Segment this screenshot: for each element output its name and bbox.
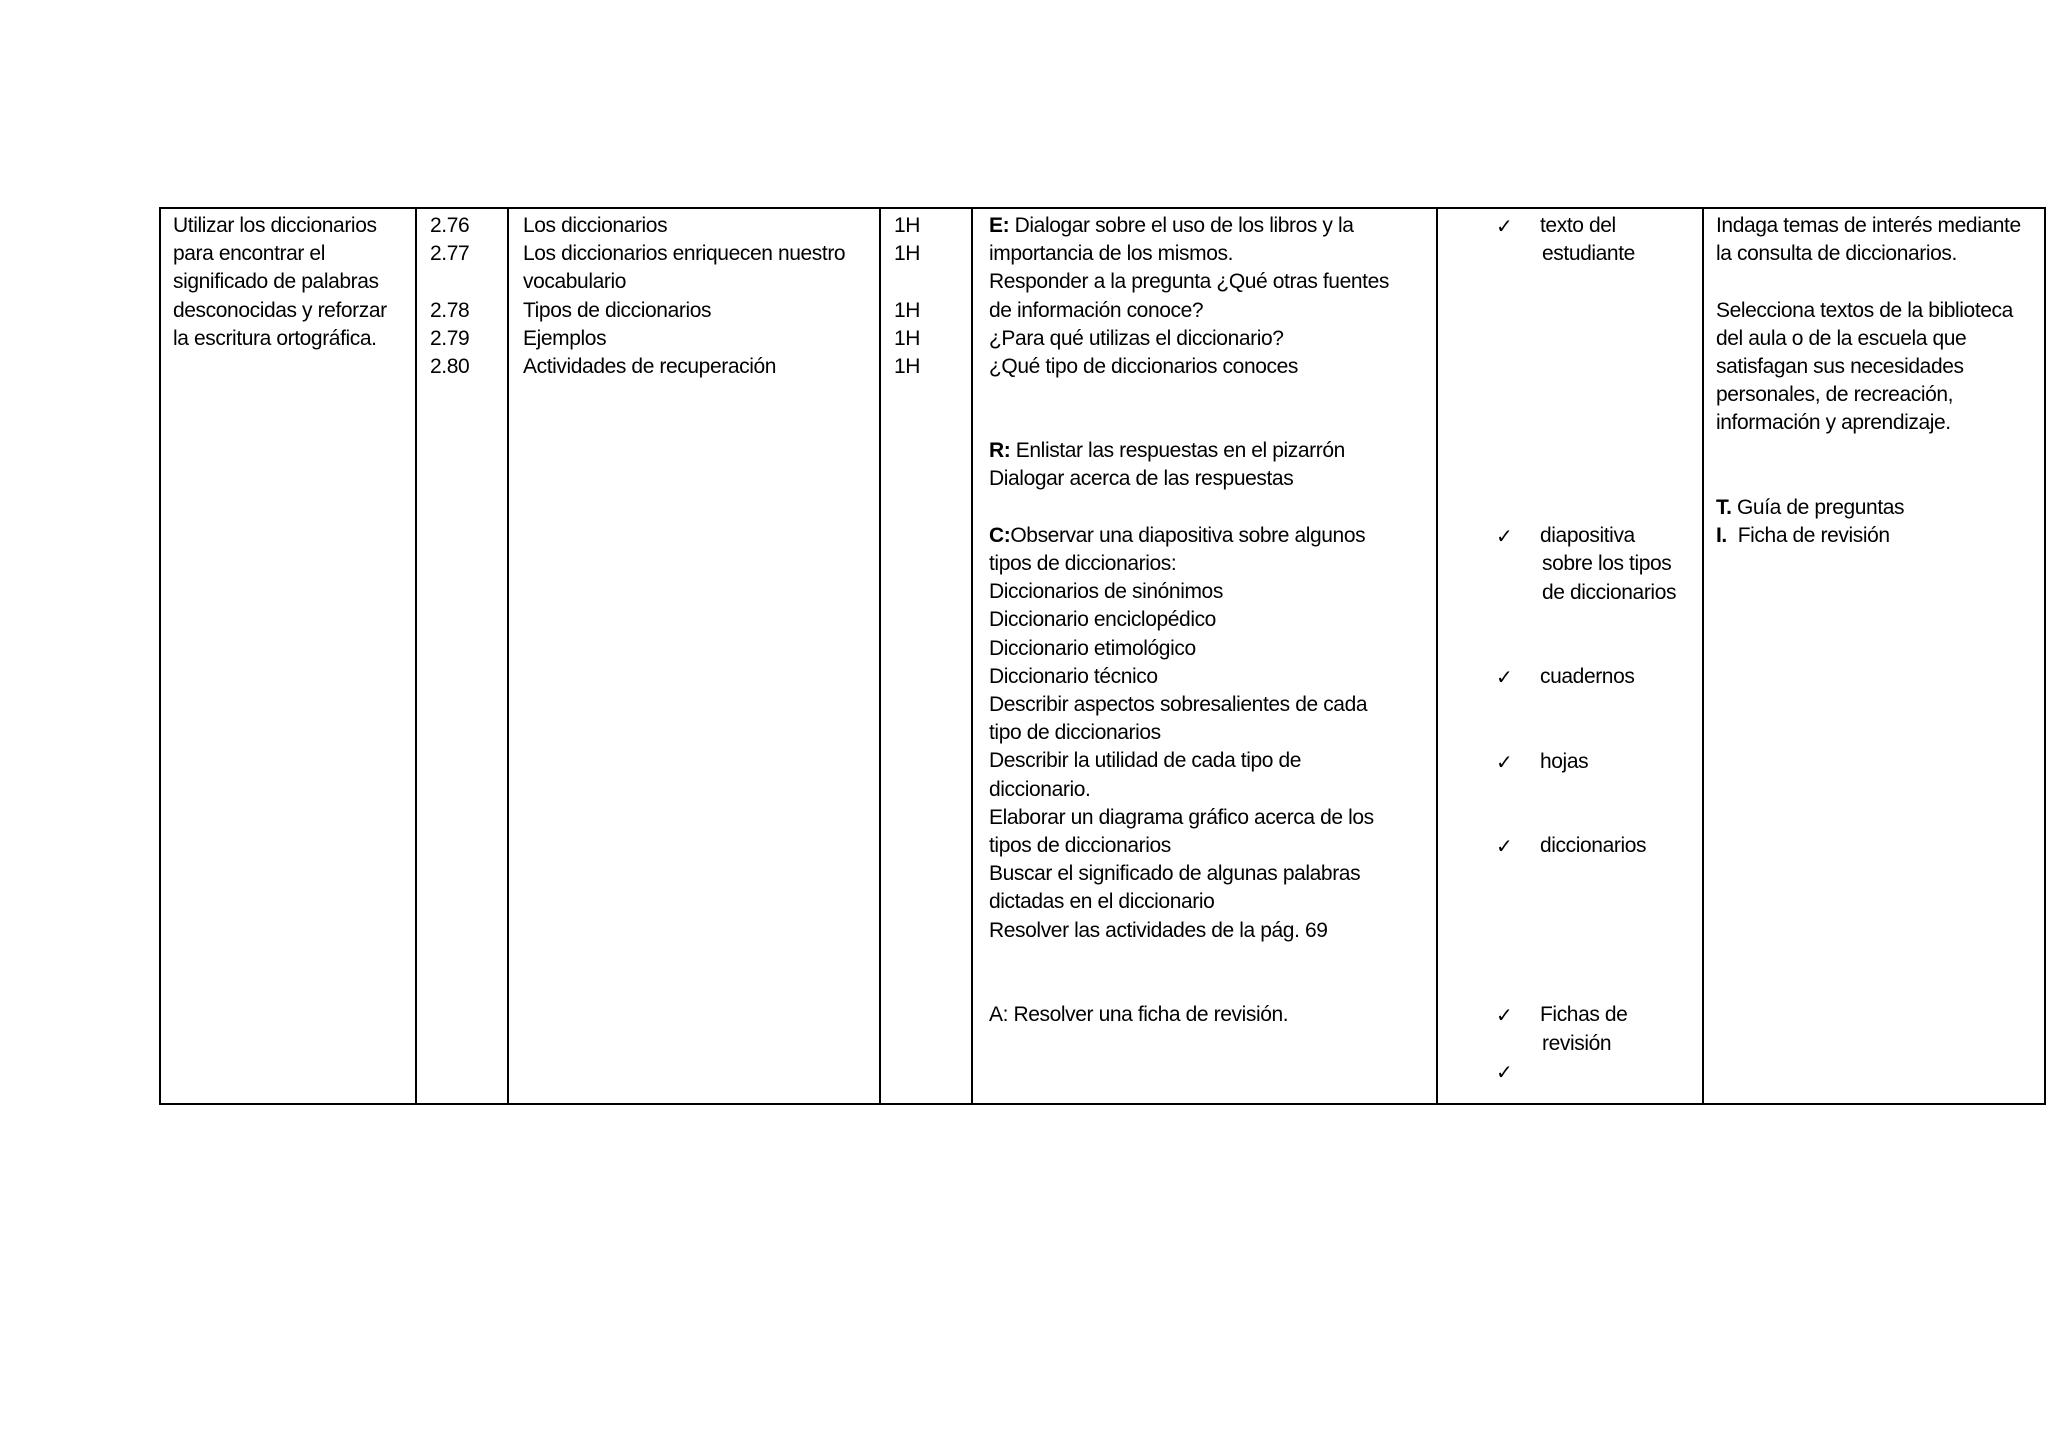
assessment-line: personales, de recreación,: [1716, 383, 1954, 407]
technique-text: Guía de preguntas: [1731, 495, 1905, 519]
planning-table: [159, 207, 2046, 1105]
phase-label-e: E:: [989, 214, 1010, 237]
resource-text: de diccionarios: [1542, 580, 1677, 604]
hour-item: [894, 268, 971, 296]
objective-line: significado de palabras: [173, 270, 379, 294]
activity-line: importancia de los mismos.: [989, 242, 1234, 266]
instrument-text: Ficha de revisión: [1726, 523, 1890, 547]
table-row: [160, 208, 2045, 1104]
resource-text: Fichas de: [1540, 1003, 1628, 1027]
content-item: Los diccionarios enriquecen nuestro: [523, 242, 846, 266]
activity-text: Observar una diapositiva sobre algunos: [1010, 523, 1366, 547]
assessment-line: del aula o de la escuela que: [1716, 326, 1967, 350]
resource-text: estudiante: [1542, 242, 1635, 266]
resources-cell: [1437, 208, 1703, 1104]
resource-text: diapositiva: [1540, 524, 1635, 548]
content-item: Los diccionarios: [523, 214, 668, 237]
content-item: Ejemplos: [523, 326, 607, 350]
resource-text: revisión: [1542, 1031, 1612, 1055]
checkmark-icon: ✓: [1496, 834, 1513, 859]
assessment-technique: [1716, 494, 2044, 522]
content-item: Actividades de recuperación: [523, 355, 777, 379]
activity-line: Elaborar un diagrama gráfico acerca de los: [989, 805, 1374, 829]
contents-cell: [508, 208, 880, 1104]
resource-text: texto del: [1540, 214, 1616, 237]
activities-cell: [972, 208, 1437, 1104]
activity-line: de información conoce?: [989, 298, 1204, 322]
resource-item: [1438, 748, 1702, 776]
resource-text: diccionarios: [1540, 834, 1647, 858]
activity-line: Buscar el significado de algunas palabras: [989, 862, 1361, 886]
resource-text: cuadernos: [1540, 665, 1635, 689]
objective-line: la escritura ortográfica.: [173, 326, 377, 350]
objective-line: desconocidas y reforzar: [173, 298, 387, 322]
code-item: 2.80: [430, 355, 470, 378]
activity-line: [989, 522, 1428, 550]
hour-item: 1H: [894, 355, 921, 378]
activity-line: Diccionario enciclopédico: [989, 608, 1216, 632]
activity-line: tipo de diccionarios: [989, 721, 1161, 745]
resource-item: [1438, 663, 1702, 691]
resource-item-empty: [1438, 1058, 1702, 1086]
hours-cell: [880, 208, 972, 1104]
code-cell: [416, 208, 508, 1104]
resource-text: sobre los tipos: [1542, 552, 1672, 576]
activity-line: ¿Qué tipo de diccionarios conoces: [989, 355, 1298, 379]
activity-line: Describir aspectos sobresalientes de cada: [989, 693, 1368, 717]
content-item: Tipos de diccionarios: [523, 298, 712, 322]
code-item: [430, 268, 507, 296]
activity-line: diccionario.: [989, 777, 1091, 801]
objective-line: Utilizar los diccionarios: [173, 214, 377, 237]
checkmark-icon: ✓: [1496, 1059, 1513, 1084]
activity-line: A: Resolver una ficha de revisión.: [989, 1002, 1289, 1026]
hour-item: 1H: [894, 326, 921, 350]
resource-item: [1438, 212, 1702, 268]
objective-line: para encontrar el: [173, 242, 325, 266]
activity-line: tipos de diccionarios:: [989, 552, 1177, 576]
activity-line: Diccionarios de sinónimos: [989, 580, 1223, 604]
content-item: vocabulario: [523, 270, 626, 294]
technique-label: T.: [1716, 495, 1732, 519]
checkmark-icon: ✓: [1496, 665, 1513, 690]
activity-line: Resolver las actividades de la pág. 69: [989, 918, 1328, 942]
assessment-cell: [1703, 208, 2045, 1104]
activity-line: dictadas en el diccionario: [989, 890, 1215, 914]
hour-item: 1H: [894, 214, 921, 237]
code-item: 2.76: [430, 214, 470, 237]
activity-line: Dialogar acerca de las respuestas: [989, 467, 1294, 491]
phase-label-c: C:: [989, 523, 1011, 547]
resource-item: [1438, 1001, 1702, 1057]
assessment-line: la consulta de diccionarios.: [1716, 242, 1957, 266]
resource-item: [1438, 832, 1702, 860]
code-item: 2.79: [430, 326, 470, 350]
resource-item: [1438, 522, 1702, 607]
resource-text: hojas: [1540, 749, 1589, 773]
code-item: 2.78: [430, 298, 470, 322]
phase-label-r: R:: [989, 439, 1011, 463]
activity-line: [989, 212, 1428, 240]
checkmark-icon: ✓: [1496, 214, 1513, 238]
activity-text: Enlistar las respuestas en el pizarrón: [1010, 439, 1345, 463]
code-item: 2.77: [430, 242, 470, 266]
instrument-label: I.: [1716, 523, 1727, 547]
assessment-instrument: [1716, 522, 2044, 550]
assessment-line: información y aprendizaje.: [1716, 411, 1951, 435]
activity-line: [989, 437, 1428, 465]
activity-line: Diccionario técnico: [989, 664, 1158, 688]
activity-text: Dialogar sobre el uso de los libros y la: [1009, 214, 1354, 237]
objective-cell: [160, 208, 416, 1104]
activity-line: Describir la utilidad de cada tipo de: [989, 749, 1302, 773]
assessment-line: satisfagan sus necesidades: [1716, 355, 1964, 378]
checkmark-icon: ✓: [1496, 1003, 1513, 1028]
checkmark-icon: ✓: [1496, 524, 1513, 549]
activity-line: Diccionario etimológico: [989, 636, 1196, 660]
activity-line: ¿Para qué utilizas el diccionario?: [989, 326, 1284, 350]
activity-line: tipos de diccionarios: [989, 834, 1171, 858]
assessment-line: Selecciona textos de la biblioteca: [1716, 298, 2013, 322]
assessment-line: Indaga temas de interés mediante: [1716, 214, 2021, 237]
hour-item: 1H: [894, 242, 921, 266]
hour-item: 1H: [894, 298, 921, 322]
activity-line: Responder a la pregunta ¿Qué otras fuentes: [989, 270, 1389, 294]
checkmark-icon: ✓: [1496, 749, 1513, 774]
